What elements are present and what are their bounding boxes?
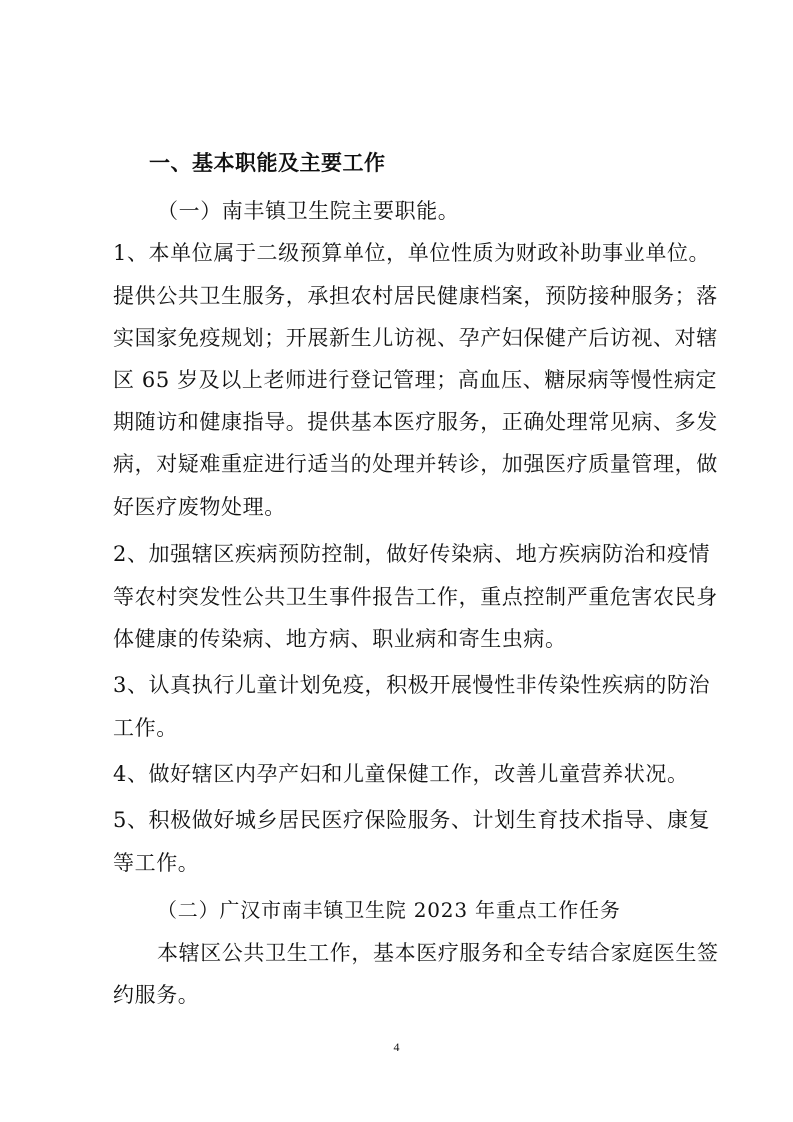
- item-1-line-4: 区 65 岁及以上老师进行登记管理；高血压、糖尿病等慢性病定: [113, 368, 718, 392]
- section-title: 一、基本职能及主要工作: [149, 151, 386, 175]
- subsection-2-body-line-2: 约服务。: [113, 983, 200, 1007]
- item-5-line-2: 等工作。: [113, 851, 200, 875]
- page-number: 4: [393, 1040, 400, 1054]
- item-1-line-1: 1、本单位属于二级预算单位，单位性质为财政补助事业单位。: [113, 241, 711, 265]
- item-2-line-1: 2、加强辖区疾病预防控制，做好传染病、地方疾病防治和疫情: [113, 542, 711, 566]
- item-1-line-5: 期随访和健康指导。提供基本医疗服务，正确处理常见病、多发: [113, 410, 718, 434]
- item-1-line-6: 病，对疑难重症进行适当的处理并转诊，加强医疗质量管理，做: [113, 452, 718, 476]
- item-5-line-1: 5、积极做好城乡居民医疗保险服务、计划生育技术指导、康复: [113, 808, 711, 832]
- subsection-2-body-line-1: 本辖区公共卫生工作，基本医疗服务和全专结合家庭医生签: [157, 941, 719, 965]
- item-1-line-7: 好医疗废物处理。: [113, 495, 286, 519]
- item-4-line-1: 4、做好辖区内孕产妇和儿童保健工作，改善儿童营养状况。: [113, 762, 689, 786]
- item-3-line-2: 工作。: [113, 716, 178, 740]
- item-1-line-2: 提供公共卫生服务，承担农村居民健康档案，预防接种服务；落: [113, 284, 718, 308]
- item-2-line-3: 体健康的传染病、地方病、职业病和寄生虫病。: [113, 627, 567, 651]
- item-1-line-3: 实国家免疫规划；开展新生儿访视、孕产妇保健产后访视、对辖: [113, 326, 718, 350]
- item-3-line-1: 3、认真执行儿童计划免疫，积极开展慢性非传染性疾病的防治: [113, 673, 711, 697]
- subsection-title-2: （二）广汉市南丰镇卫生院 2023 年重点工作任务: [157, 898, 621, 922]
- subsection-title-1: （一）南丰镇卫生院主要职能。: [157, 199, 460, 223]
- item-2-line-2: 等农村突发性公共卫生事件报告工作，重点控制严重危害农民身: [113, 585, 718, 609]
